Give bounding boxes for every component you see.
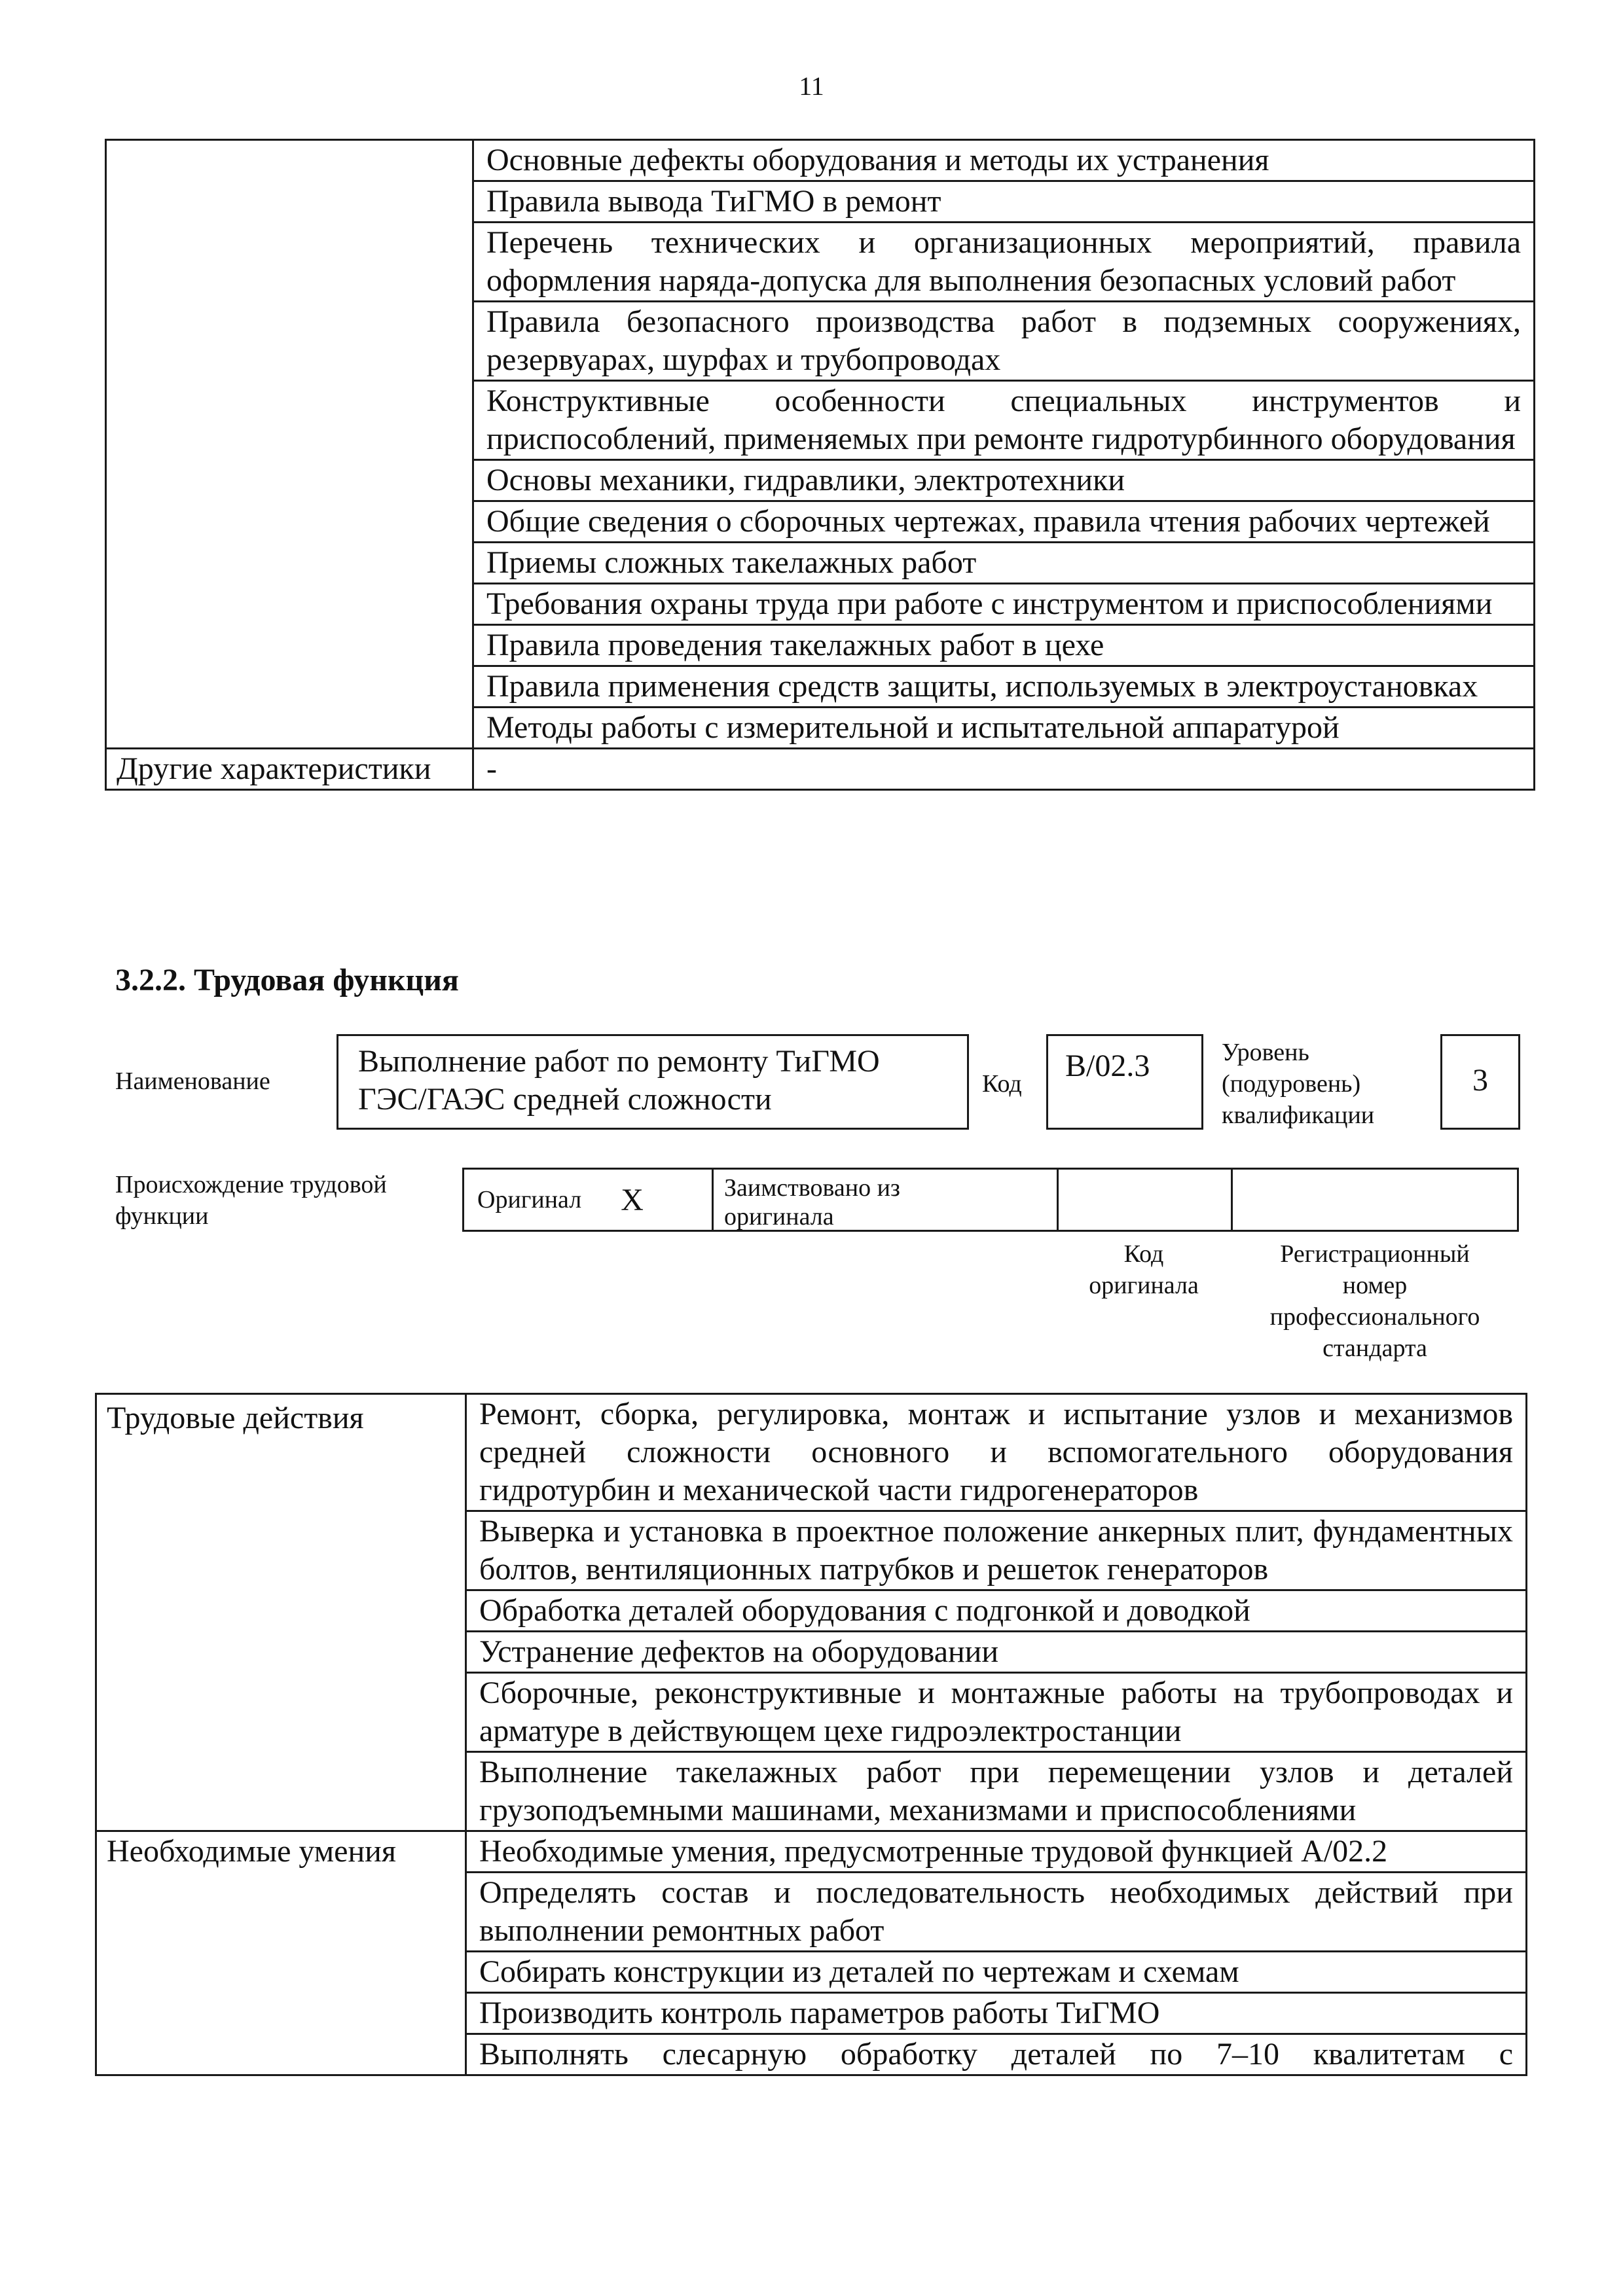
action-item: Обработка деталей оборудования с подгонкой и доводкой (466, 1590, 1527, 1632)
knowledge-item: Правила проведения такелажных работ в цехе (473, 625, 1535, 666)
knowledge-item: Правила применения средств защиты, используемых в электроустановках (473, 666, 1535, 708)
qualification-level-label: Уровень (подуровень) квалификации (1222, 1039, 1375, 1129)
origin-label: Происхождение трудовой функции (115, 1171, 387, 1230)
original-cell (464, 1170, 714, 1230)
action-item: Ремонт, сборка, регулировка, монтаж и испытание узлов и механизмов средней сложности основного и вспомогательного оборудования гидротурбин и механической части гидрогенераторов (466, 1394, 1527, 1511)
code-value: В/02.3 (1065, 1049, 1150, 1083)
skill-item: Необходимые умения, предусмотренные трудовой функцией А/02.2 (466, 1831, 1527, 1873)
origin-table (462, 1168, 1519, 1232)
skill-item: Определять состав и последовательность необходимых действий при выполнении ремонтных работ (466, 1873, 1527, 1952)
name-label: Наименование (115, 1067, 270, 1095)
registration-caption: Регистрационный номер профессионального стандарта (1269, 1240, 1480, 1362)
skill-item: Выполнять слесарную обработку деталей по 7–10 квалитетам с (466, 2034, 1527, 2075)
action-item: Выполнение такелажных работ при перемещении узлов и деталей грузоподъемными машинами, механизмами и приспособлениями (466, 1752, 1527, 1831)
knowledge-item: Методы работы с измерительной и испытательной аппаратурой (473, 708, 1535, 749)
level-box (1440, 1034, 1520, 1130)
registration-number-cell (1233, 1170, 1517, 1230)
action-item: Устранение дефектов на оборудовании (466, 1632, 1527, 1673)
original-code-cell (1059, 1170, 1233, 1230)
borrowed-cell: Заимствовано из оригинала (714, 1170, 1059, 1230)
section-heading: 3.2.2. Трудовая функция (115, 963, 459, 997)
knowledge-item: Правила безопасного производства работ в подземных сооружениях, резервуарах, шурфах и трубопроводах (473, 302, 1535, 381)
knowledge-item: Перечень технических и организационных мероприятий, правила оформления наряда-допуска для выполнения безопасных условий работ (473, 223, 1535, 302)
table-row (96, 1394, 1527, 1511)
action-item: Сборочные, реконструктивные и монтажные работы на трубопроводах и арматуре в действующем цехе гидроэлектростанции (466, 1673, 1527, 1752)
original-mark: X (621, 1182, 644, 1217)
empty-label-cell (106, 140, 473, 749)
other-characteristics-label: Другие характеристики (106, 749, 473, 790)
knowledge-item: Правила вывода ТиГМО в ремонт (473, 181, 1535, 223)
knowledge-item: Общие сведения о сборочных чертежах, правила чтения рабочих чертежей (473, 501, 1535, 543)
knowledge-item: Конструктивные особенности специальных инструментов и приспособлений, применяемых при ремонте гидротурбинного оборудования (473, 381, 1535, 460)
other-characteristics-value: - (473, 749, 1535, 790)
page-number: 11 (799, 71, 824, 101)
original-label: Оригинал (477, 1186, 582, 1213)
function-name-line: ГЭС/ГАЭС средней сложности (358, 1082, 772, 1117)
code-box (1046, 1034, 1203, 1130)
knowledge-item: Требования охраны труда при работе с инструментом и приспособлениями (473, 584, 1535, 625)
code-label: Код (982, 1070, 1022, 1098)
table-row (106, 140, 1535, 181)
skills-label-cell: Необходимые умения (96, 1831, 466, 2075)
skill-item: Собирать конструкции из деталей по чертежам и схемам (466, 1952, 1527, 1993)
skill-item: Производить контроль параметров работы ТиГМО (466, 1993, 1527, 2034)
knowledge-item: Основные дефекты оборудования и методы их устранения (473, 140, 1535, 181)
actions-skills-table (95, 1393, 1527, 2076)
knowledge-table (105, 139, 1535, 791)
function-name-box (337, 1034, 969, 1130)
function-name-line: Выполнение работ по ремонту ТиГМО (358, 1044, 880, 1079)
actions-label-cell: Трудовые действия (96, 1394, 466, 1831)
level-value: 3 (1472, 1063, 1488, 1098)
table-row (106, 749, 1535, 790)
knowledge-item: Основы механики, гидравлики, электротехники (473, 460, 1535, 501)
knowledge-item: Приемы сложных такелажных работ (473, 543, 1535, 584)
action-item: Выверка и установка в проектное положение анкерных плит, фундаментных болтов, вентиляционных патрубков и решеток генераторов (466, 1511, 1527, 1590)
table-row (96, 1831, 1527, 1873)
code-caption: Код оригинала (1089, 1240, 1199, 1299)
